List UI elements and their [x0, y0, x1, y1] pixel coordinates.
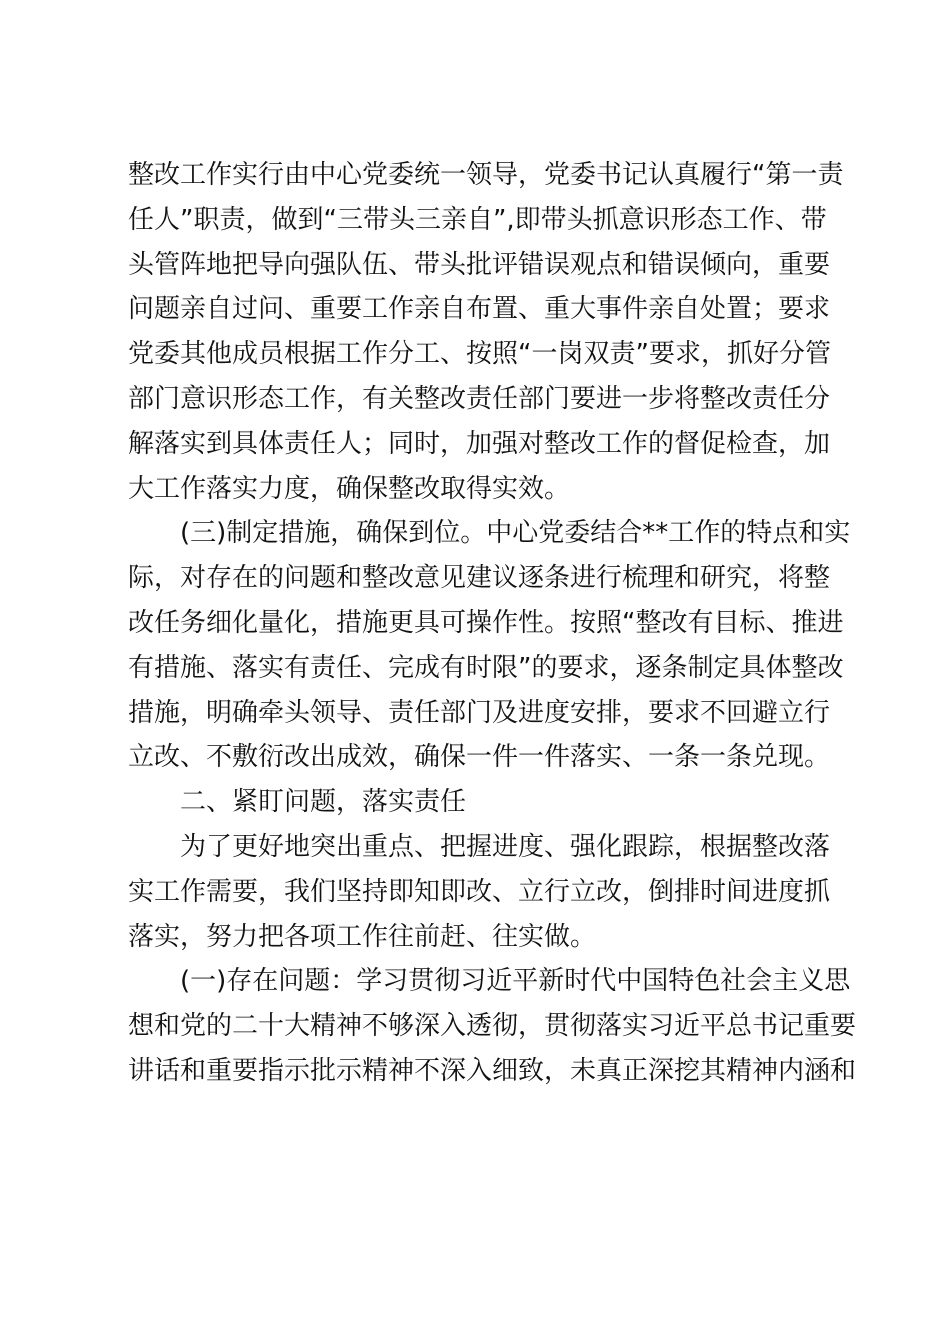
- document-line: 际，对存在的问题和整改意见建议逐条进行梳理和研究，将整: [128, 563, 831, 594]
- document-line: 实工作需要，我们坚持即知即改、立行立改，倒排时间进度抓: [128, 876, 831, 907]
- document-line: 任人”职责，做到“三带头三亲自”,即带头抓意识形态工作、带: [128, 204, 827, 235]
- document-line: 为了更好地突出重点、把握进度、强化跟踪，根据整改落: [180, 831, 831, 862]
- document-line: 想和党的二十大精神不够深入透彻，贯彻落实习近平总书记重要: [128, 1011, 857, 1042]
- document-line: 有措施、落实有责任、完成有时限”的要求，逐条制定具体整改: [128, 652, 844, 683]
- document-body: [128, 153, 857, 1094]
- document-line: 大工作落实力度，确保整改取得实效。: [128, 473, 571, 504]
- document-line: 措施，明确牵头领导、责任部门及进度安排，要求不回避立行: [128, 697, 831, 728]
- document-line: 问题亲自过问、重要工作亲自布置、重大事件亲自处置；要求: [128, 294, 831, 325]
- document-line: 立改、不敷衍改出成效，确保一件一件落实、一条一条兑现。: [128, 742, 831, 773]
- document-line: 头管阵地把导向强队伍、带头批评错误观点和错误倾向，重要: [128, 249, 831, 280]
- document-line: 整改工作实行由中心党委统一领导，党委书记认真履行“第一责: [128, 160, 844, 190]
- document-line: 解落实到具体责任人；同时，加强对整改工作的督促检查，加: [128, 428, 831, 459]
- document-line: 二、紧盯问题，落实责任: [180, 787, 467, 818]
- document-line: 讲话和重要指示批示精神不深入细致，未真正深挖其精神内涵和: [128, 1055, 857, 1086]
- document-line: 落实，努力把各项工作往前赶、往实做。: [128, 921, 597, 952]
- document-line: 部门意识形态工作，有关整改责任部门要进一步将整改责任分: [128, 383, 831, 414]
- document-line: (一)存在问题：学习贯彻习近平新时代中国特色社会主义思: [180, 966, 851, 997]
- document-line: (三)制定措施，确保到位。中心党委结合**工作的特点和实: [180, 518, 851, 549]
- document-line: 党委其他成员根据工作分工、按照“一岗双责”要求，抓好分管: [128, 339, 831, 370]
- document-line: 改任务细化量化，措施更具可操作性。按照“整改有目标、推进: [128, 607, 844, 638]
